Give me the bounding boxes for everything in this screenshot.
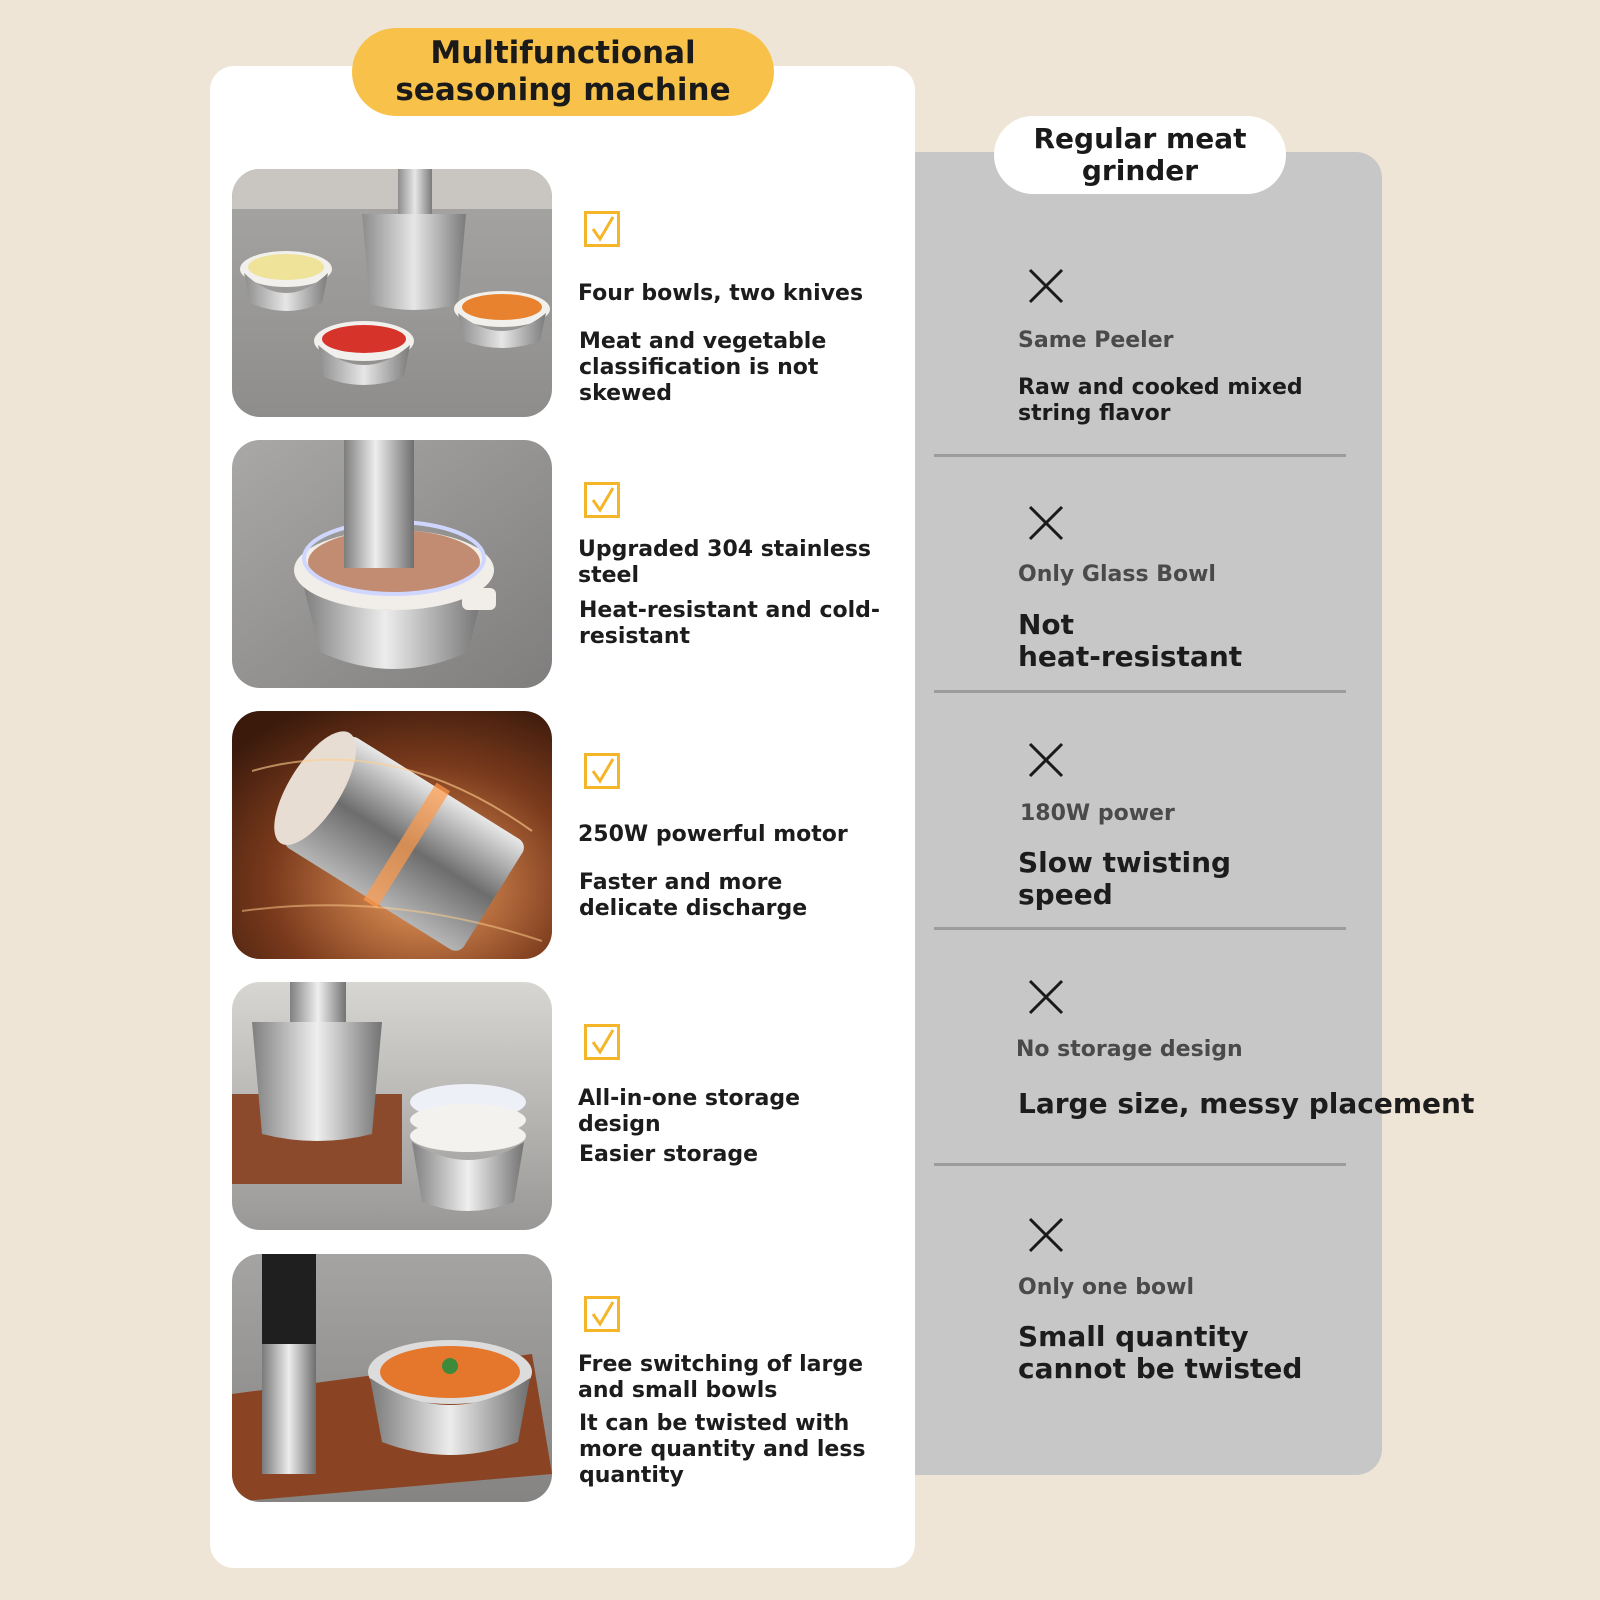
con-item <box>934 1215 1346 1447</box>
con-description: Not heat-resistant <box>1018 608 1243 673</box>
bowls-with-chopped-vegetables-photo <box>232 169 552 417</box>
con-title: No storage design <box>1016 1037 1243 1062</box>
bowl-with-soup-on-board-photo <box>232 1254 552 1502</box>
feature-description: Heat-resistant and cold-resistant <box>579 598 881 649</box>
divider <box>934 454 1346 457</box>
divider <box>934 690 1346 693</box>
feature-row <box>232 169 892 417</box>
divider <box>934 927 1346 930</box>
regular-grinder-header-label: Regular meat grinder <box>1033 122 1247 187</box>
stainless-steel-bowl-with-lid-photo <box>232 440 552 688</box>
checkbox-checked-icon <box>584 211 620 247</box>
feature-title: Four bowls, two knives <box>578 281 864 306</box>
con-item <box>934 740 1346 972</box>
cross-icon <box>1026 1215 1066 1255</box>
cross-icon <box>1026 503 1066 543</box>
feature-description: It can be twisted with more quantity and less quantity <box>579 1411 866 1488</box>
checkbox-checked-icon <box>584 753 620 789</box>
feature-row <box>232 982 892 1230</box>
feature-description: Meat and vegetable classification is not skewed <box>579 329 827 406</box>
con-item <box>934 266 1346 498</box>
regular-grinder-header <box>994 116 1286 194</box>
con-title: 180W power <box>1020 801 1175 826</box>
seasoning-machine-header <box>352 28 774 116</box>
cross-icon <box>1026 977 1066 1017</box>
cross-icon <box>1026 266 1066 306</box>
stacked-bowls-storage-photo <box>232 982 552 1230</box>
cross-icon <box>1026 740 1066 780</box>
con-item <box>934 503 1346 735</box>
con-title: Only one bowl <box>1018 1275 1194 1300</box>
checkbox-checked-icon <box>584 1296 620 1332</box>
feature-title: Upgraded 304 stainless steel <box>578 537 872 588</box>
feature-description: Easier storage <box>579 1142 759 1167</box>
con-description: Large size, messy placement <box>1018 1087 1475 1120</box>
divider <box>934 1163 1346 1166</box>
con-description: Slow twisting speed <box>1018 846 1232 911</box>
feature-row <box>232 711 892 959</box>
feature-row <box>232 440 892 688</box>
feature-row <box>232 1254 892 1502</box>
checkbox-checked-icon <box>584 1024 620 1060</box>
seasoning-machine-header-label: Multifunctional seasoning machine <box>395 35 731 108</box>
feature-description: Faster and more delicate discharge <box>579 870 808 921</box>
con-title: Only Glass Bowl <box>1018 562 1216 587</box>
con-description: Small quantity cannot be twisted <box>1018 1320 1303 1385</box>
con-item <box>934 977 1475 1209</box>
checkbox-checked-icon <box>584 482 620 518</box>
con-title: Same Peeler <box>1018 328 1174 353</box>
motor-unit-glowing-photo <box>232 711 552 959</box>
feature-title: Free switching of large and small bowls <box>578 1352 864 1403</box>
feature-title: 250W powerful motor <box>578 822 848 847</box>
feature-title: All-in-one storage design <box>578 1086 801 1137</box>
con-description: Raw and cooked mixed string flavor <box>1018 375 1303 426</box>
